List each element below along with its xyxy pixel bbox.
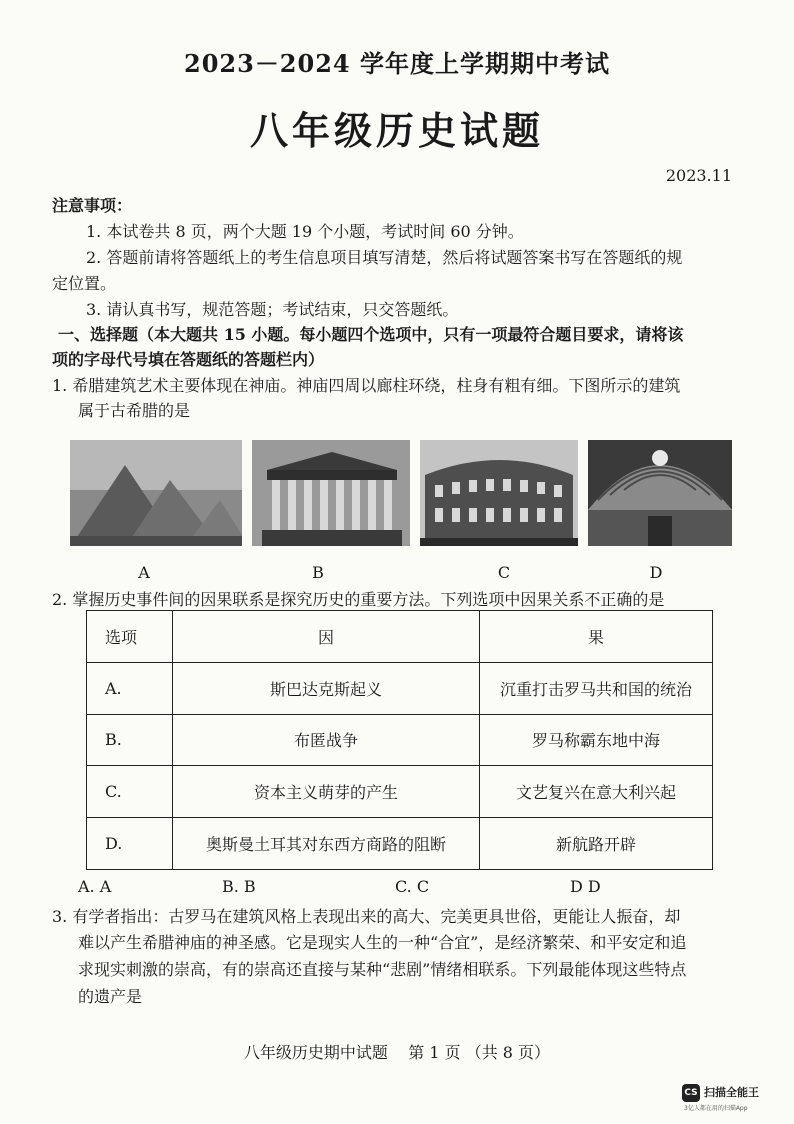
- table-header: 因: [173, 611, 480, 663]
- q1-option-a-label: A: [138, 563, 150, 582]
- section1-heading: 一、选择题（本大题共 15 小题。每小题四个选项中，只有一项最符合题目要求，请将该: [58, 325, 684, 344]
- q3-stem-cont-3: 的遗产是: [78, 987, 143, 1006]
- camscanner-watermark: [682, 1081, 772, 1111]
- q3-stem-cont-2: 求现实刺激的崇高，有的崇高还直接与某种“悲剧”情绪相联系。下列最能体现这些特点: [78, 960, 687, 979]
- colosseum-photo: [420, 440, 578, 546]
- notes-heading: 注意事项：: [52, 196, 133, 215]
- exam-title: 2023－2024 学年度上学期期中考试: [184, 49, 610, 78]
- table-row: [87, 714, 713, 766]
- notes-item-2: 2. 答题前请将答题纸上的考生信息项目填写清楚，然后将试题答案书写在答题纸的规: [86, 248, 683, 267]
- table-cell: 资本主义萌芽的产生: [173, 766, 480, 818]
- table-cell: B.: [87, 714, 173, 766]
- table-cell: 奥斯曼土耳其对东西方商路的阻断: [173, 818, 480, 870]
- q1-stem: 1. 希腊建筑艺术主要体现在神庙。神庙四周以廊柱环绕，柱身有粗有细。下图所示的建筑: [52, 376, 681, 395]
- subject-title: 八年级历史试题: [249, 108, 544, 153]
- q1-option-b-label: B: [312, 563, 324, 582]
- q3-stem: 3. 有学者指出：古罗马在建筑风格上表现出来的高大、完美更具世俗，更能让人振奋，却: [52, 907, 681, 926]
- q1-option-d-label: D: [649, 563, 663, 582]
- table-cell: 布匿战争: [173, 714, 480, 766]
- exam-date: 2023.11: [665, 166, 732, 185]
- q2-option-a: A. A: [78, 877, 112, 896]
- camscanner-logo-icon: CS: [682, 1084, 700, 1102]
- page-footer: 八年级历史期中试题 第 1 页 （共 8 页）: [243, 1043, 551, 1062]
- notes-item-2-cont: 定位置。: [52, 274, 117, 293]
- pyramids-photo: [70, 440, 242, 546]
- q1-stem-cont: 属于古希腊的是: [78, 401, 191, 420]
- table-cell: A.: [87, 662, 173, 714]
- table-cell: 斯巴达克斯起义: [173, 662, 480, 714]
- section1-heading-cont: 项的字母代号填在答题纸的答题栏内）: [52, 350, 325, 369]
- q2-stem: 2. 掌握历史事件间的因果联系是探究历史的重要方法。下列选项中因果关系不正确的是: [52, 590, 665, 609]
- table-row: [87, 662, 713, 714]
- table-cell: 沉重打击罗马共和国的统治: [480, 662, 713, 714]
- q1-option-c-label: C: [497, 563, 511, 582]
- table-header-row: [87, 611, 713, 663]
- watermark-subtitle: 3亿人都在用的扫描App: [684, 1105, 748, 1112]
- pantheon-dome-photo: [588, 440, 732, 546]
- q2-option-d: D D: [570, 877, 601, 896]
- table-cell: 罗马称霸东地中海: [480, 714, 713, 766]
- watermark-name: 扫描全能王: [704, 1086, 759, 1099]
- table-header: 选项: [87, 611, 173, 663]
- table-row: [87, 766, 713, 818]
- table-header: 果: [480, 611, 713, 663]
- table-cell: 新航路开辟: [480, 818, 713, 870]
- table-cell: D.: [87, 818, 173, 870]
- q2-option-b: B. B: [222, 877, 256, 896]
- table-row: [87, 818, 713, 870]
- notes-item-3: 3. 请认真书写，规范答题；考试结束，只交答题纸。: [86, 300, 459, 319]
- q3-stem-cont-1: 难以产生希腊神庙的神圣感。它是现实人生的一种“合宜”，是经济繁荣、和平安定和追: [78, 933, 687, 952]
- q2-option-c: C. C: [395, 877, 430, 896]
- table-cell: C.: [87, 766, 173, 818]
- cause-effect-table: [86, 610, 713, 870]
- notes-item-1: 1. 本试卷共 8 页，两个大题 19 个小题，考试时间 60 分钟。: [86, 222, 524, 241]
- parthenon-photo: [252, 440, 410, 546]
- table-cell: 文艺复兴在意大利兴起: [480, 766, 713, 818]
